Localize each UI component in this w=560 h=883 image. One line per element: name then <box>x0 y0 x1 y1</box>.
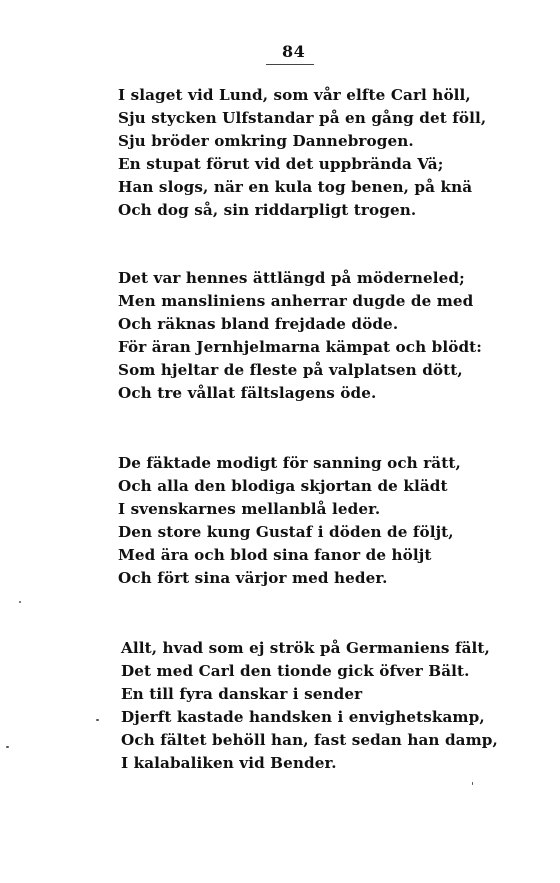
verse-line: Och alla den blodiga skjortan de klädt <box>118 477 448 495</box>
verse-line: Det var hennes ättlängd på möderneled; <box>118 269 465 287</box>
verse-line: I kalabaliken vid Bender. <box>121 754 337 772</box>
verse-line: Allt, hvad som ej strök på Germaniens fält, <box>121 639 490 657</box>
paper-speck <box>6 746 9 748</box>
paper-speck <box>472 782 473 785</box>
verse-line: Och räknas bland frejdade döde. <box>118 315 399 333</box>
page-number-rule <box>266 64 314 65</box>
page-number: 84 <box>282 42 306 61</box>
stanza-2 <box>118 267 482 405</box>
stanza-1 <box>118 84 487 222</box>
verse-line: Sju stycken Ulfstandar på en gång det föll, <box>118 109 487 127</box>
verse-line: I slaget vid Lund, som vår elfte Carl höll, <box>118 86 471 104</box>
verse-line: Som hjeltar de fleste på valplatsen dött, <box>118 361 463 379</box>
verse-line: Och fältet behöll han, fast sedan han damp, <box>121 731 498 749</box>
verse-line: Den store kung Gustaf i döden de följt, <box>118 523 454 541</box>
verse-line: En stupat förut vid det uppbrända Vä; <box>118 155 444 173</box>
stanza-4 <box>121 637 498 775</box>
verse-line: För äran Jernhjelmarna kämpat och blödt: <box>118 338 482 356</box>
verse-line: Djerft kastade handsken i envighetskamp, <box>121 708 485 726</box>
verse-line: Och fört sina värjor med heder. <box>118 569 388 587</box>
verse-line: De fäktade modigt för sanning och rätt, <box>118 454 461 472</box>
paper-speck <box>19 601 21 603</box>
verse-line: En till fyra danskar i sender <box>121 685 363 703</box>
verse-line: Det med Carl den tionde gick öfver Bält. <box>121 662 470 680</box>
paper-speck <box>96 719 99 721</box>
verse-line: I svenskarnes mellanblå leder. <box>118 500 381 518</box>
stanza-3 <box>118 452 461 590</box>
verse-line: Och tre vållat fältslagens öde. <box>118 384 377 402</box>
verse-line: Han slogs, när en kula tog benen, på knä <box>118 178 473 196</box>
verse-line: Och dog så, sin riddarpligt trogen. <box>118 201 417 219</box>
verse-line: Men mansliniens anherrar dugde de med <box>118 292 474 310</box>
verse-line: Sju bröder omkring Dannebrogen. <box>118 132 414 150</box>
verse-line: Med ära och blod sina fanor de höljt <box>118 546 432 564</box>
